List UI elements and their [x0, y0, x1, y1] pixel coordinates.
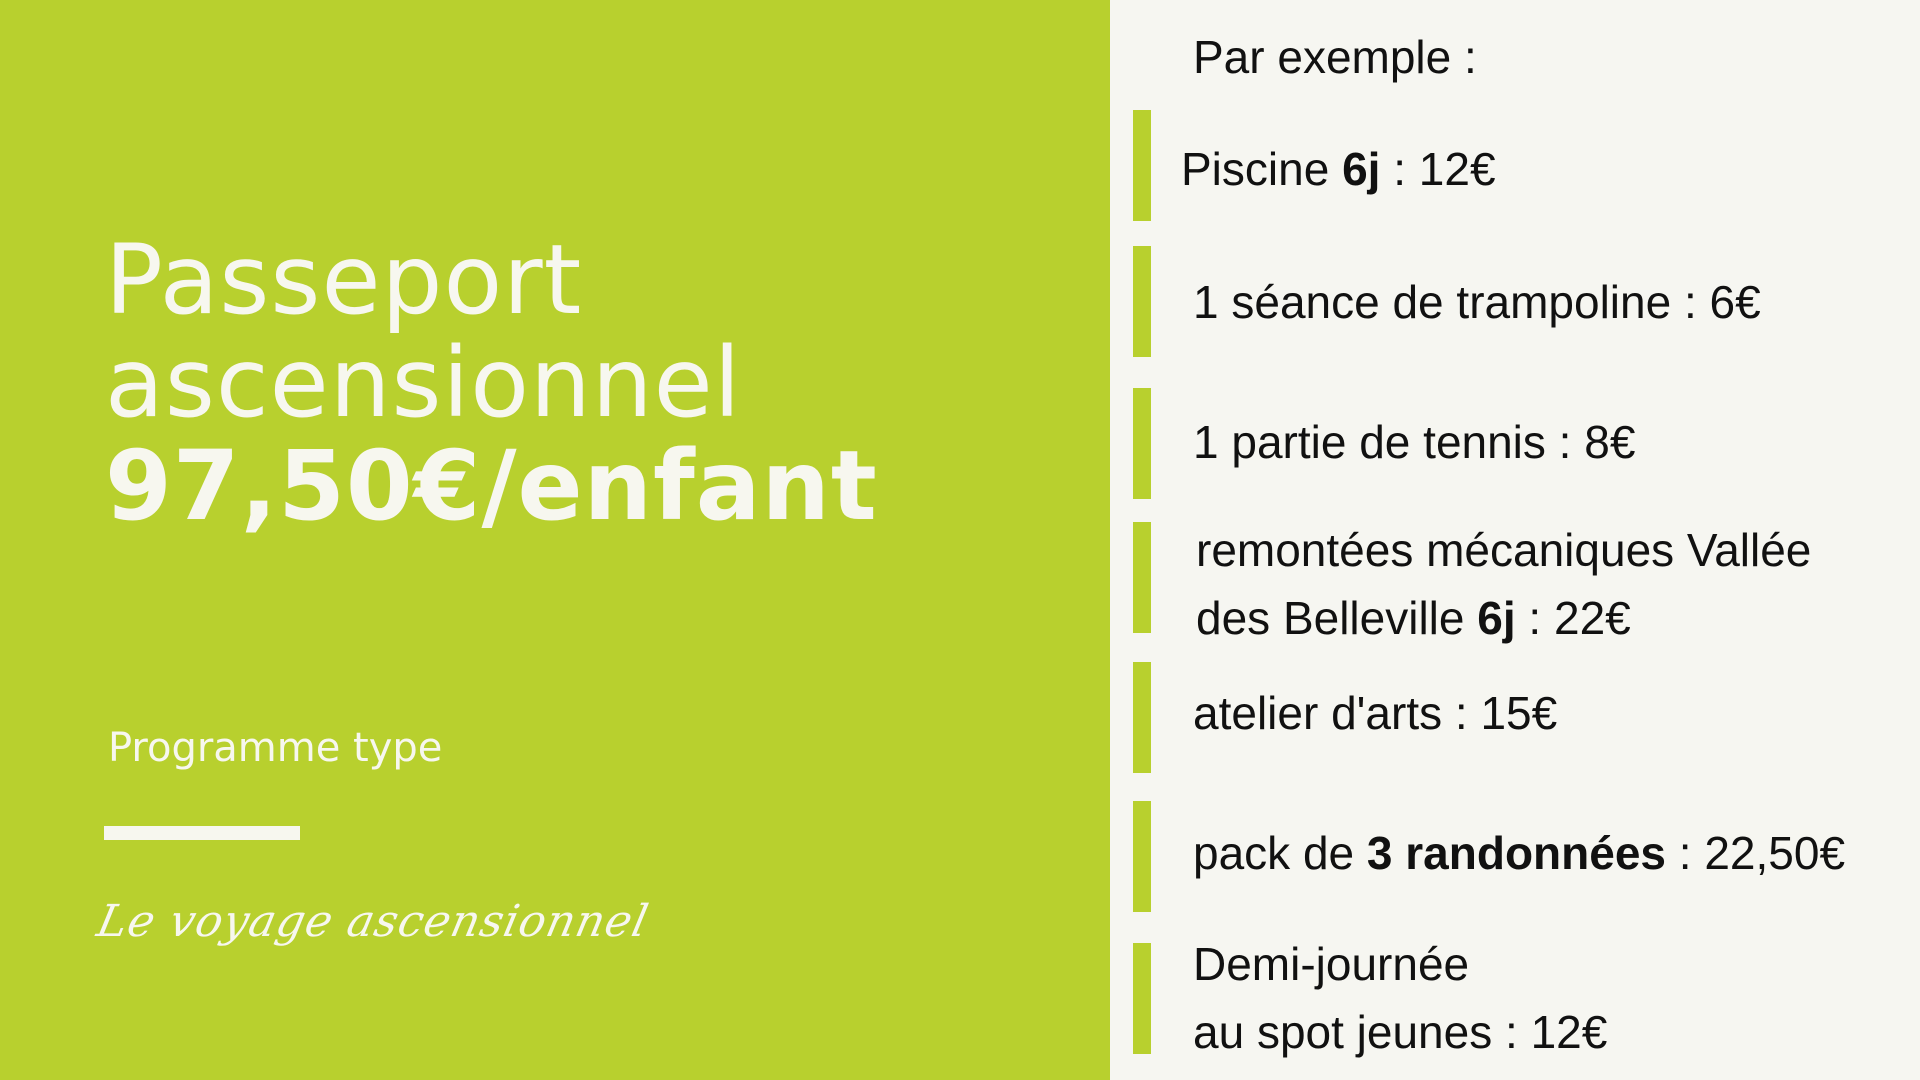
item-accent-bar — [1133, 246, 1151, 357]
list-item: Piscine 6j : 12€ — [1181, 143, 1496, 195]
title-line-1: Passeport — [105, 224, 583, 336]
item-accent-bar — [1133, 522, 1151, 633]
program-type-label: Programme type — [108, 725, 443, 771]
item-accent-bar — [1133, 943, 1151, 1054]
list-item: pack de 3 randonnées : 22,50€ — [1193, 827, 1846, 879]
list-item: 1 partie de tennis : 8€ — [1193, 416, 1636, 468]
list-item: remontées mécaniques Vallée des Belleville 6j : 22€ — [1196, 524, 1812, 644]
list-item: atelier d'arts : 15€ — [1193, 687, 1558, 739]
item-accent-bar — [1133, 662, 1151, 773]
price-per-child: 97,50€/enfant — [105, 430, 878, 542]
item-accent-bar — [1133, 388, 1151, 499]
list-item: Demi-journée au spot jeunes : 12€ — [1193, 938, 1608, 1058]
list-item: 1 séance de trampoline : 6€ — [1193, 276, 1761, 328]
examples-heading: Par exemple : — [1193, 31, 1477, 83]
decorative-underline — [104, 826, 300, 840]
signature-logo: Le voyage ascensionnel — [92, 896, 654, 947]
title-line-2: ascensionnel — [105, 327, 742, 439]
item-accent-bar — [1133, 801, 1151, 912]
item-accent-bar — [1133, 110, 1151, 221]
